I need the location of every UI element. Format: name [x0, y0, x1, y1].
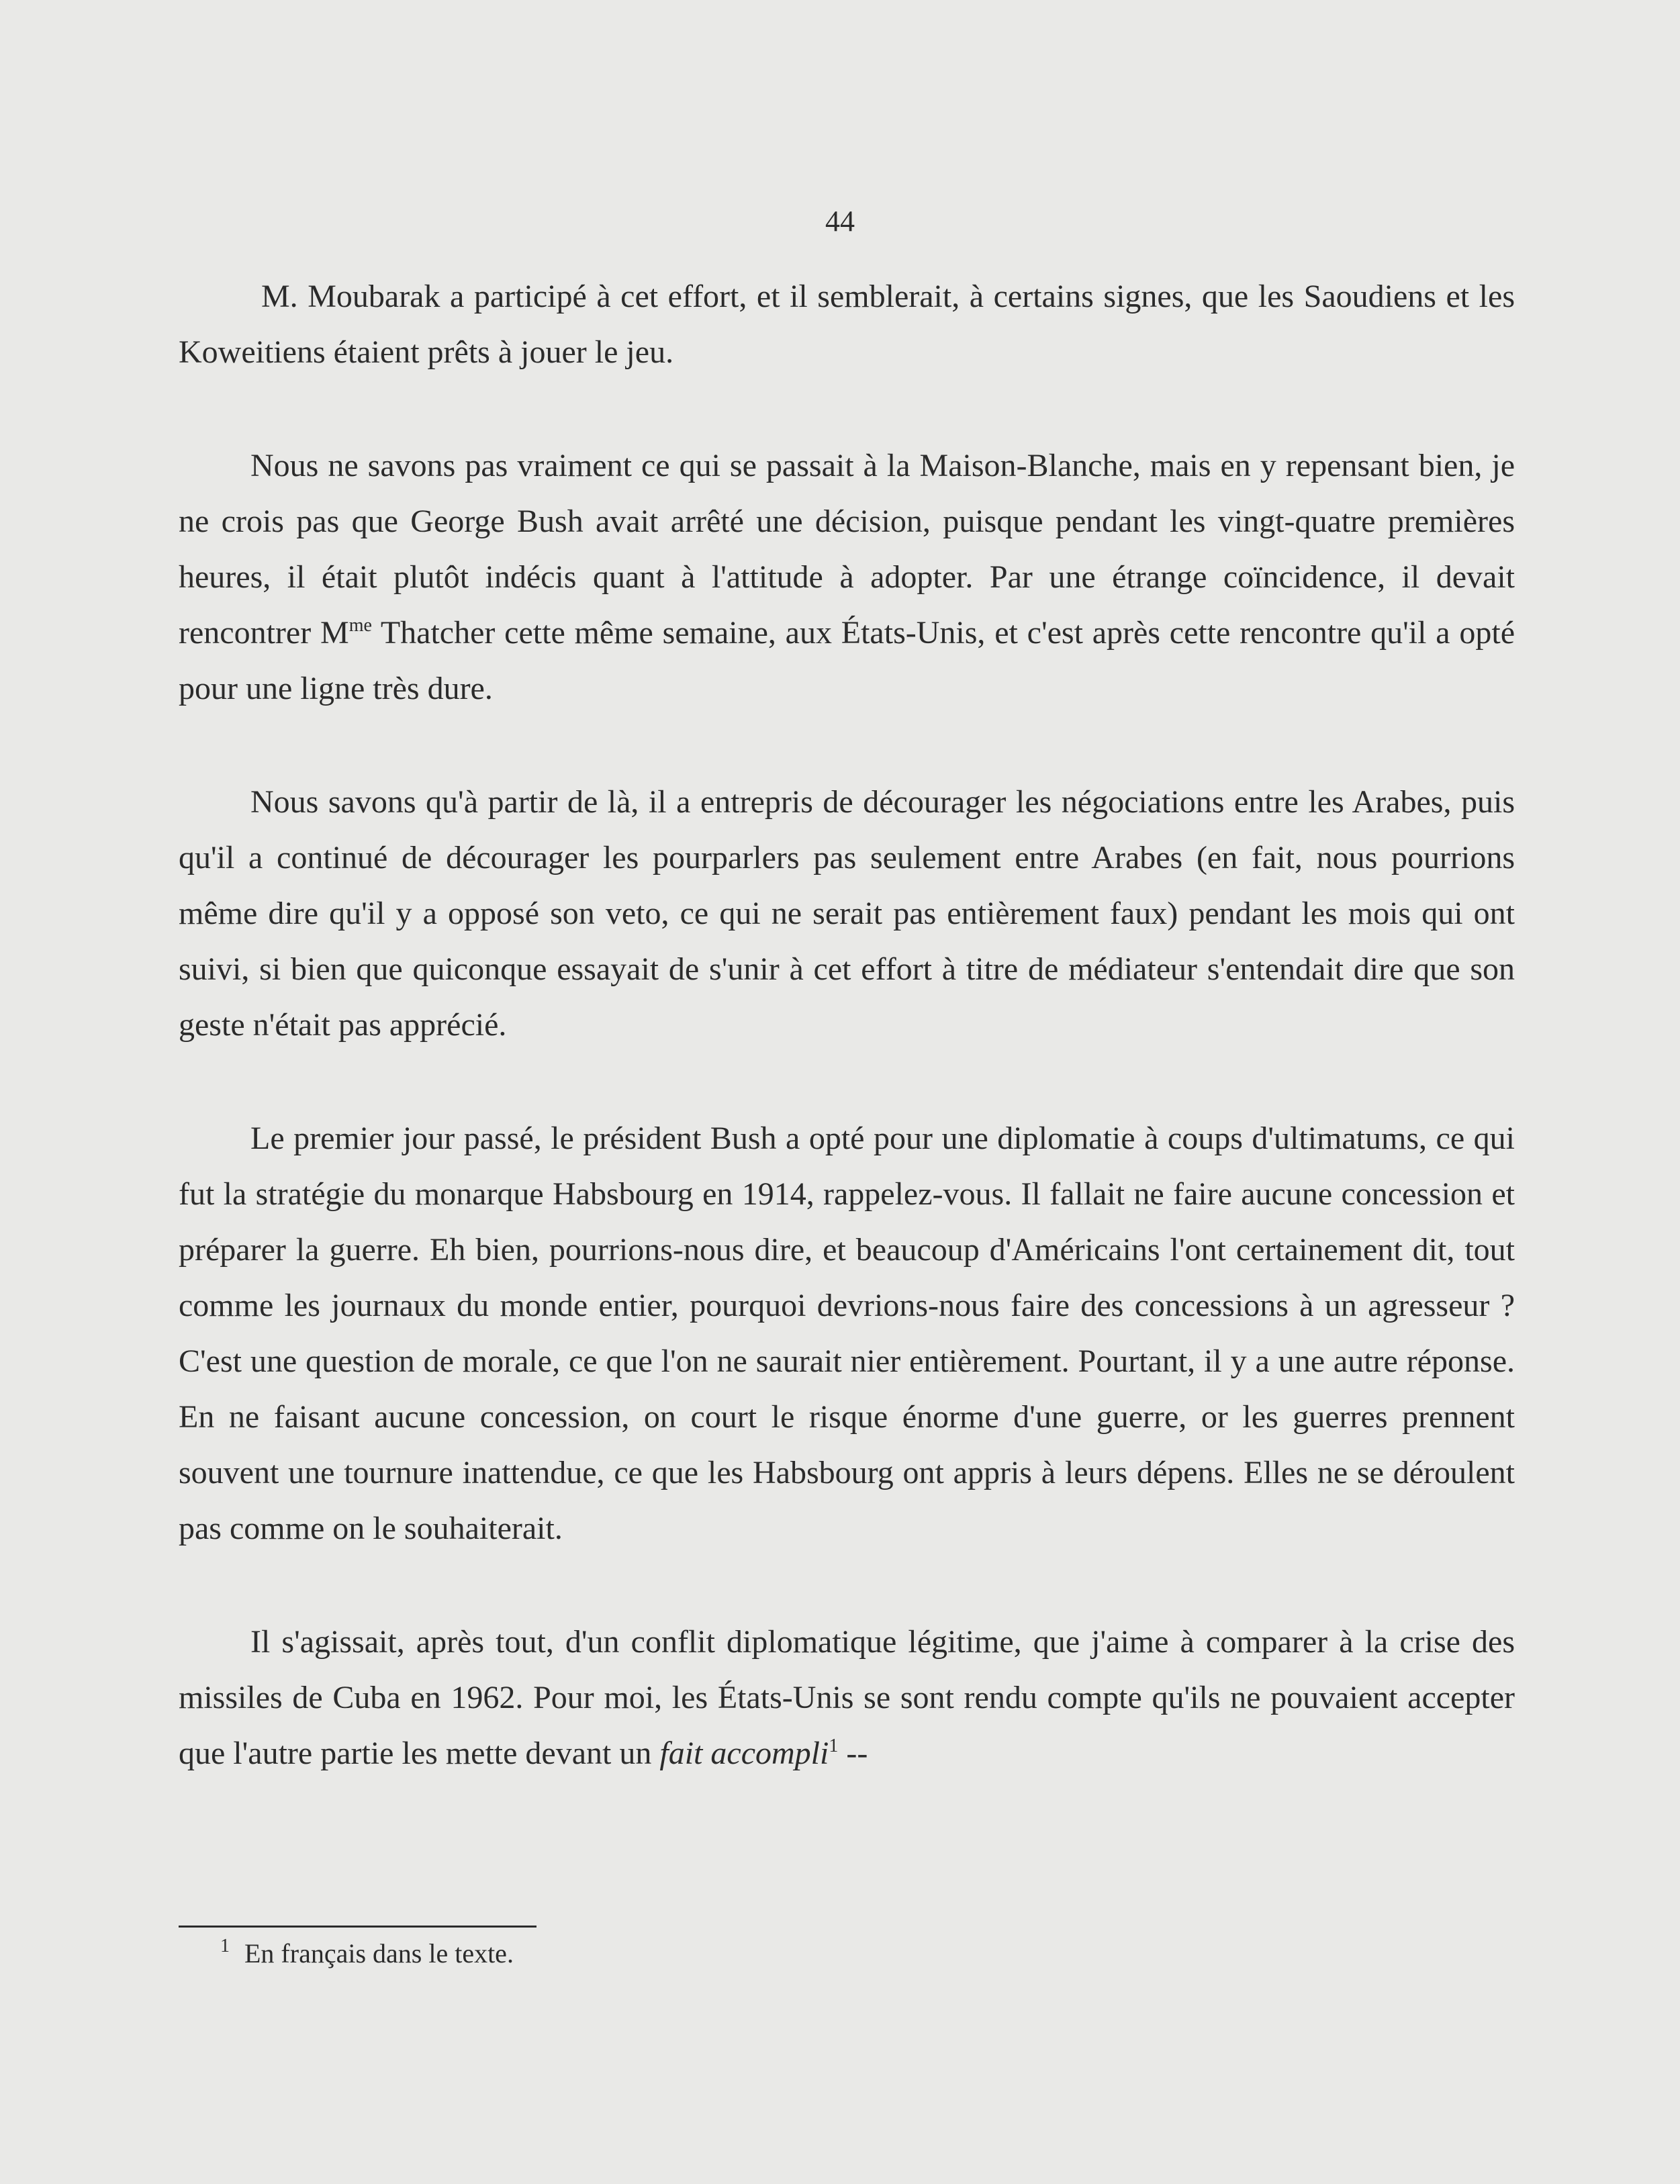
paragraph-2-text: Nous ne savons pas vraiment ce qui se passait à la Maison-Blanche, mais en y repensant bien, je ne crois pas que George Bush avait arrêté une décision, puisque pendant les vingt-quatre premières heures, il était plutôt indécis quant à l'attitude à adopter. Par une étrange coïncidence, il devait rencontrer: [179, 448, 1515, 651]
footnote: [220, 1934, 514, 1974]
paragraph-1: M. Moubarak a participé à cet effort, et il semblerait, à certains signes, que les Saoudiens et les Koweitiens étaient prêts à jouer le jeu.: [179, 279, 1515, 370]
body-text: [179, 269, 1515, 1781]
footnote-divider: [179, 1926, 536, 1928]
italic-phrase: fait accompli: [659, 1736, 829, 1771]
paragraph-2-text-end: Thatcher cette même semaine, aux États-Unis, et c'est après cette rencontre qu'il a opté pour une ligne très dure.: [179, 615, 1515, 706]
paragraph-4: Le premier jour passé, le président Bush a opté pour une diplomatie à coups d'ultimatums, ce qui fut la stratégie du monarque Habsbourg en 1914, rappelez-vous. Il fallait ne faire aucune concession et préparer la guerre. Eh bien, pourrions-nous dire, et beaucoup d'Américains l'ont certainement dit, tout comme les journaux du monde entier, pourquoi devrions-nous faire des concessions à un agresseur ? C'est une question de morale, ce que l'on ne saurait nier entièrement. Pourtant, il y a une autre réponse. En ne faisant aucune concession, on court le risque énorme d'une guerre, or les guerres prennent souvent une tournure inattendue, ce que les Habsbourg ont appris à leurs dépens. Elles ne se déroulent pas comme on le souhaiterait.: [179, 1121, 1515, 1546]
footnote-text: En français dans le texte.: [244, 1938, 514, 1968]
title-abbreviation: M: [320, 615, 349, 651]
title-superscript: me: [348, 615, 372, 636]
paragraph-5-text-end: --: [838, 1736, 868, 1771]
paragraph-2: [179, 438, 1515, 716]
paragraph-5: [179, 1614, 1515, 1781]
paragraph-3: Nous savons qu'à partir de là, il a entrepris de décourager les négociations entre les Arabes, puis qu'il a continué de décourager les pourparlers pas seulement entre Arabes (en fait, nous pourrions même dire qu'il y a opposé son veto, ce qui ne serait pas entièrement faux) pendant les mois qui ont suivi, si bien que quiconque essayait de s'unir à cet effort à titre de médiateur s'entendait dire que son geste n'était pas apprécié.: [179, 784, 1515, 1043]
page-number: 44: [825, 205, 855, 238]
paragraph-5-text: Il s'agissait, après tout, d'un conflit diplomatique légitime, que j'aime à comparer à la crise des missiles de Cuba en 1962. Pour moi, les États-Unis se sont rendu compte qu'ils ne pouvaient accepter que l'autre partie les mette devant un: [179, 1624, 1515, 1771]
footnote-reference: 1: [829, 1736, 839, 1756]
footnote-mark: 1: [220, 1936, 230, 1956]
